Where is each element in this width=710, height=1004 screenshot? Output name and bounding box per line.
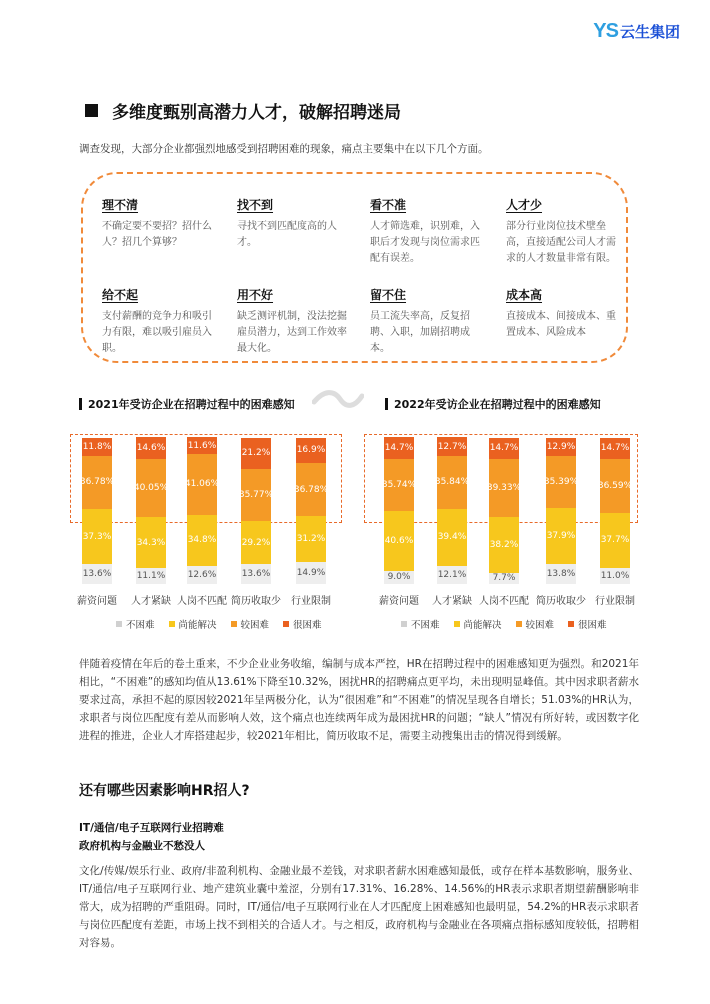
bar-segment: 37.9% bbox=[546, 508, 576, 564]
legend-label: 不困难 bbox=[411, 620, 440, 631]
logo-mark: YS bbox=[593, 20, 618, 42]
page-title: 多维度甄别高潜力人才，破解招聘迷局 bbox=[112, 103, 401, 123]
title-bar-icon bbox=[79, 398, 82, 410]
chart-title-text: 2021年受访企业在招聘过程中的困难感知 bbox=[88, 398, 295, 411]
bar-segment: 14.7% bbox=[489, 438, 519, 460]
legend-swatch bbox=[401, 621, 407, 627]
legend-label: 较困难 bbox=[525, 620, 555, 631]
bar-segment: 13.6% bbox=[82, 564, 112, 584]
legend-item bbox=[231, 617, 270, 631]
section-heading: 还有哪些因素影响HR招人? bbox=[79, 783, 250, 799]
bar-segment: 40.05% bbox=[136, 459, 166, 518]
legend-swatch bbox=[116, 621, 122, 627]
bar-segment: 36.59% bbox=[600, 459, 630, 513]
pain-point-desc: 不确定要不要招？招什么人？招几个算够？ bbox=[102, 221, 212, 248]
bar-segment: 36.78% bbox=[82, 456, 112, 510]
section-title bbox=[85, 98, 401, 123]
bar-segment: 36.78% bbox=[296, 463, 326, 517]
bar-segment: 39.33% bbox=[489, 459, 519, 517]
bar-segment: 12.9% bbox=[546, 438, 576, 457]
bar-segment: 38.2% bbox=[489, 517, 519, 573]
bar-segment: 14.9% bbox=[296, 562, 326, 584]
legend-label: 很困难 bbox=[293, 620, 322, 631]
legend-swatch bbox=[169, 621, 175, 627]
chart-legend bbox=[401, 617, 621, 631]
chart-2022-title bbox=[385, 396, 601, 412]
category-label: 薪资问题 bbox=[379, 596, 419, 607]
pain-point-desc: 支付薪酬的竞争力和吸引力有限，难以吸引雇员入职。 bbox=[102, 311, 212, 354]
pain-point-desc: 人才筛选难，识别难，入职后才发现与岗位需求匹配有误差。 bbox=[370, 221, 480, 264]
legend-swatch bbox=[568, 621, 574, 627]
legend-swatch bbox=[516, 621, 522, 627]
pain-point-item bbox=[237, 286, 353, 357]
bar-segment: 41.06% bbox=[187, 454, 217, 514]
pain-point-title: 给不起 bbox=[102, 288, 139, 302]
legend-label: 不困难 bbox=[126, 620, 155, 631]
bar-segment: 13.8% bbox=[546, 564, 576, 584]
legend-item bbox=[283, 617, 322, 631]
bar-segment: 31.2% bbox=[296, 516, 326, 562]
category-label: 人才紧缺 bbox=[432, 596, 472, 607]
legend-label: 尚能解决 bbox=[463, 620, 502, 631]
legend-label: 很困难 bbox=[578, 620, 607, 631]
title-square-icon bbox=[85, 104, 98, 117]
bar-segment: 35.74% bbox=[384, 459, 414, 511]
pain-point-item bbox=[506, 286, 618, 341]
bar-segment: 12.1% bbox=[437, 566, 467, 584]
bar-segment: 11.6% bbox=[187, 437, 217, 454]
bar-segment: 37.3% bbox=[82, 509, 112, 564]
bar-segment: 9.0% bbox=[384, 571, 414, 584]
bar-segment: 29.2% bbox=[241, 521, 271, 564]
company-logo bbox=[593, 20, 680, 43]
bar-segment: 11.8% bbox=[82, 438, 112, 455]
bar-segment: 35.77% bbox=[241, 469, 271, 521]
category-label: 行业限制 bbox=[291, 596, 331, 607]
bar-segment: 7.7% bbox=[489, 573, 519, 584]
logo-name: 云生集团 bbox=[619, 23, 680, 41]
legend-item bbox=[169, 617, 217, 631]
bar-segment: 12.6% bbox=[187, 566, 217, 584]
bar-segment: 14.7% bbox=[600, 438, 630, 460]
bar-segment: 21.2% bbox=[241, 438, 271, 469]
pain-point-item bbox=[237, 196, 353, 251]
subheading-it: IT/通信/电子互联网行业招聘难 bbox=[79, 822, 224, 834]
pain-point-desc: 寻找不到匹配度高的人才。 bbox=[237, 221, 337, 248]
legend-item bbox=[401, 617, 440, 631]
pain-point-title: 成本高 bbox=[506, 288, 543, 302]
bar-segment: 35.84% bbox=[437, 456, 467, 509]
pain-point-desc: 员工流失率高，反复招聘、入职，加剧招聘成本。 bbox=[370, 311, 470, 354]
legend-label: 较困难 bbox=[240, 620, 270, 631]
legend-label: 尚能解决 bbox=[178, 620, 217, 631]
pain-point-title: 找不到 bbox=[237, 198, 274, 212]
category-label: 行业限制 bbox=[595, 596, 635, 607]
bar-segment: 37.7% bbox=[600, 513, 630, 568]
pain-point-item bbox=[102, 286, 218, 357]
bar-segment: 39.4% bbox=[437, 509, 467, 567]
legend-item bbox=[516, 617, 555, 631]
legend-swatch bbox=[231, 621, 237, 627]
bar-segment: 16.9% bbox=[296, 438, 326, 463]
pain-point-title: 留不住 bbox=[370, 288, 407, 302]
bar-segment: 14.7% bbox=[384, 437, 414, 459]
legend-item bbox=[568, 617, 607, 631]
bar-segment: 12.7% bbox=[437, 437, 467, 456]
pain-point-desc: 部分行业岗位技术壁垒高，直接适配公司人才需求的人才数量非常有限。 bbox=[506, 221, 616, 264]
bar-segment: 14.6% bbox=[136, 437, 166, 458]
pain-point-title: 看不准 bbox=[370, 198, 407, 212]
pain-point-desc: 直接成本、间接成本、重置成本、风险成本 bbox=[506, 311, 616, 338]
wave-icon bbox=[312, 388, 364, 410]
chart-title-text: 2022年受访企业在招聘过程中的困难感知 bbox=[394, 398, 601, 411]
legend-swatch bbox=[283, 621, 289, 627]
category-label: 薪资问题 bbox=[77, 596, 117, 607]
chart-2021-title bbox=[79, 396, 295, 412]
pain-point-title: 理不清 bbox=[102, 198, 139, 212]
category-label: 人岗不匹配 bbox=[177, 596, 227, 607]
bar-segment: 34.8% bbox=[187, 515, 217, 566]
subheading-gov: 政府机构与金融业不愁没人 bbox=[79, 840, 205, 852]
pain-point-item bbox=[370, 286, 486, 357]
category-label: 人才紧缺 bbox=[131, 596, 171, 607]
legend-swatch bbox=[454, 621, 460, 627]
analysis-paragraph: 伴随着疫情在年后的卷土重来，不少企业业务收缩，编制与成本严控，HR在招聘过程中的困难感知更为强烈。和2021年相比，“不困难”的感知均值从13.61%下降至10.32%，困扰HR的招聘痛点更平均，未出现明显峰值。其中因求职者薪水要求过高，承担不起的原因较2021年呈两极分化，认为“很困难”和“不困难”的情况呈现各自增长；51.03%的HR认为，求职者与岗位匹配度有差从而影响人效，这个痛点也连续两年成为最困扰HR的问题；“缺人”情况有所好转，或因数字化进程的推进，企业人才库搭建起步，较2021年相比，简历收取不足，需要主动搜集出击的情况得到缓解。 bbox=[79, 658, 639, 742]
bar-segment: 40.6% bbox=[384, 511, 414, 570]
legend-item bbox=[116, 617, 155, 631]
bar-segment: 35.39% bbox=[546, 456, 576, 508]
pain-point-title: 用不好 bbox=[237, 288, 274, 302]
intro-text: 调查发现，大部分企业都强烈地感受到招聘困难的现象，痛点主要集中在以下几个方面。 bbox=[79, 143, 489, 155]
category-label: 简历收取少 bbox=[231, 596, 281, 607]
industry-paragraph: 文化/传媒/娱乐行业、政府/非盈利机构、金融业最不差钱，对求职者薪水困难感知最低，或存在样本基数影响，服务业、IT/通信/电子互联网行业、地产建筑业囊中羞涩，分别有17.31%、16.28%、14.56%的HR表示求职者期望薪酬影响非常大，成为招聘的严重阻碍。同时，IT/通信/电子互联网行业在人才匹配度上困难感知也最明显，54.2%的HR表示求职者与岗位匹配度有差距，市场上找不到相关的合适人才。与之相反，政府机构与金融业在各项痛点指标感知度较低，招聘相对容易。 bbox=[79, 865, 639, 949]
pain-point-item bbox=[506, 196, 618, 267]
chart-legend bbox=[116, 617, 336, 631]
bar-segment: 11.0% bbox=[600, 568, 630, 584]
title-bar-icon bbox=[385, 398, 388, 410]
category-label: 人岗不匹配 bbox=[479, 596, 529, 607]
pain-point-desc: 缺乏测评机制，没法挖掘雇员潜力，达到工作效率最大化。 bbox=[237, 311, 347, 354]
category-label: 简历收取少 bbox=[536, 596, 586, 607]
bar-segment: 11.1% bbox=[136, 568, 166, 584]
bar-segment: 13.6% bbox=[241, 564, 271, 584]
pain-point-title: 人才少 bbox=[506, 198, 543, 212]
legend-item bbox=[454, 617, 502, 631]
pain-point-item bbox=[370, 196, 486, 267]
pain-point-item bbox=[102, 196, 218, 251]
bar-segment: 34.3% bbox=[136, 517, 166, 567]
